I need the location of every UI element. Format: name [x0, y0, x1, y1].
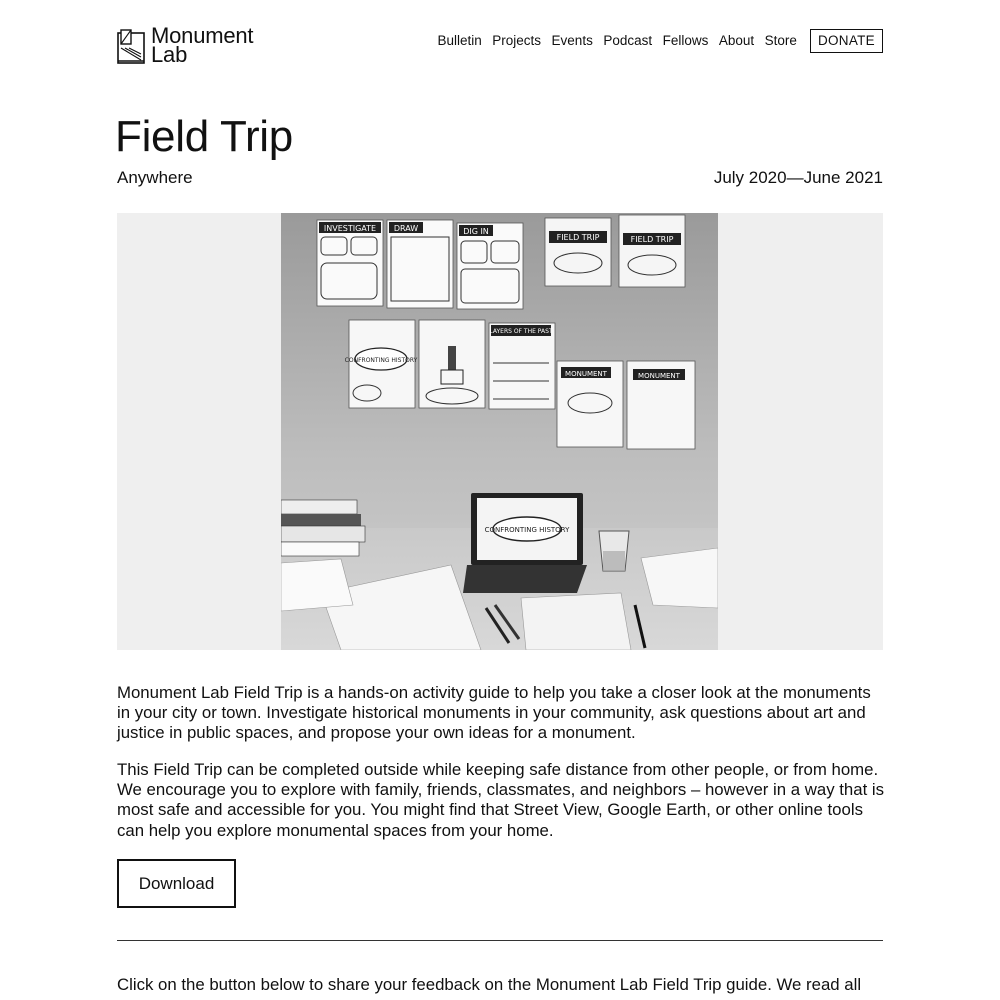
intro-paragraph: Monument Lab Field Trip is a hands-on activity guide to help you take a closer look at the monuments in your city or town. Investigate historical monuments in your community, ask questions about art and justice in public spaces, and propose your own ideas for a monument. [117, 683, 871, 743]
worksheet-label-draw: DRAW [393, 224, 419, 233]
worksheet-pedestal [419, 320, 485, 408]
logo-wordmark [151, 23, 254, 67]
worksheet-label-investigate: INVESTIGATE [323, 224, 377, 233]
logo-line-1: Monument [151, 23, 254, 48]
worksheet-label-field-trip-2: FIELD TRIP [630, 235, 674, 244]
worksheet-label-monument-2: MONUMENT [638, 372, 680, 380]
glass [599, 531, 629, 571]
worksheet-dig-in [457, 223, 523, 309]
worksheet-draw [387, 220, 453, 308]
nav-fellows[interactable]: Fellows [662, 33, 709, 48]
nav-projects[interactable]: Projects [492, 33, 542, 48]
nav-events[interactable]: Events [551, 33, 593, 48]
worksheet-monument-2 [627, 361, 695, 449]
feedback-paragraph: Click on the button below to share your feedback on the Monument Lab Field Trip guide. We read all [117, 975, 862, 994]
nav-store[interactable]: Store [764, 33, 797, 48]
worksheet-label-layers: LAYERS OF THE PAST [489, 328, 553, 335]
worksheet-label-dig-in: DIG IN [463, 227, 489, 236]
safety-paragraph: This Field Trip can be completed outside while keeping safe distance from other people, or from home. We encourage you to explore with family, friends, classmates, and neighbors – however in a way that is most safe and accessible for you. You might find that Street View, Google Earth, or other online tools can help you explore monumental spaces from your home. [117, 760, 885, 840]
page-title: Field Trip [115, 112, 293, 161]
worksheet-field-trip-2 [619, 215, 685, 287]
field-trip-photo [281, 213, 718, 650]
donate-button[interactable]: DONATE [810, 29, 883, 53]
worksheet-confronting-history [345, 320, 418, 408]
tablet [463, 493, 587, 593]
worksheet-label-confronting-history: CONFRONTING HISTORY [344, 357, 418, 364]
hero-image [117, 213, 883, 650]
nav-bulletin[interactable]: Bulletin [437, 33, 482, 48]
book-stack [281, 500, 365, 556]
worksheet-label-field-trip-1: FIELD TRIP [556, 233, 600, 242]
project-location: Anywhere [117, 168, 193, 187]
worksheet-monument-1 [557, 361, 623, 447]
main-nav [437, 29, 883, 53]
nav-about[interactable]: About [718, 33, 755, 48]
tablet-screen-label: CONFRONTING HISTORY [484, 526, 570, 534]
monument-logo-icon [117, 28, 147, 64]
worksheet-layers-of-the-past [489, 323, 555, 409]
project-dates: July 2020—June 2021 [713, 168, 883, 187]
section-divider [117, 940, 883, 941]
site-header [117, 23, 883, 67]
worksheet-field-trip-1 [545, 218, 611, 286]
worksheet-label-monument-1: MONUMENT [565, 370, 607, 378]
logo-line-2: Lab [151, 42, 188, 67]
nav-podcast[interactable]: Podcast [603, 33, 653, 48]
worksheet-investigate [317, 220, 383, 306]
download-button[interactable]: Download [117, 859, 236, 908]
